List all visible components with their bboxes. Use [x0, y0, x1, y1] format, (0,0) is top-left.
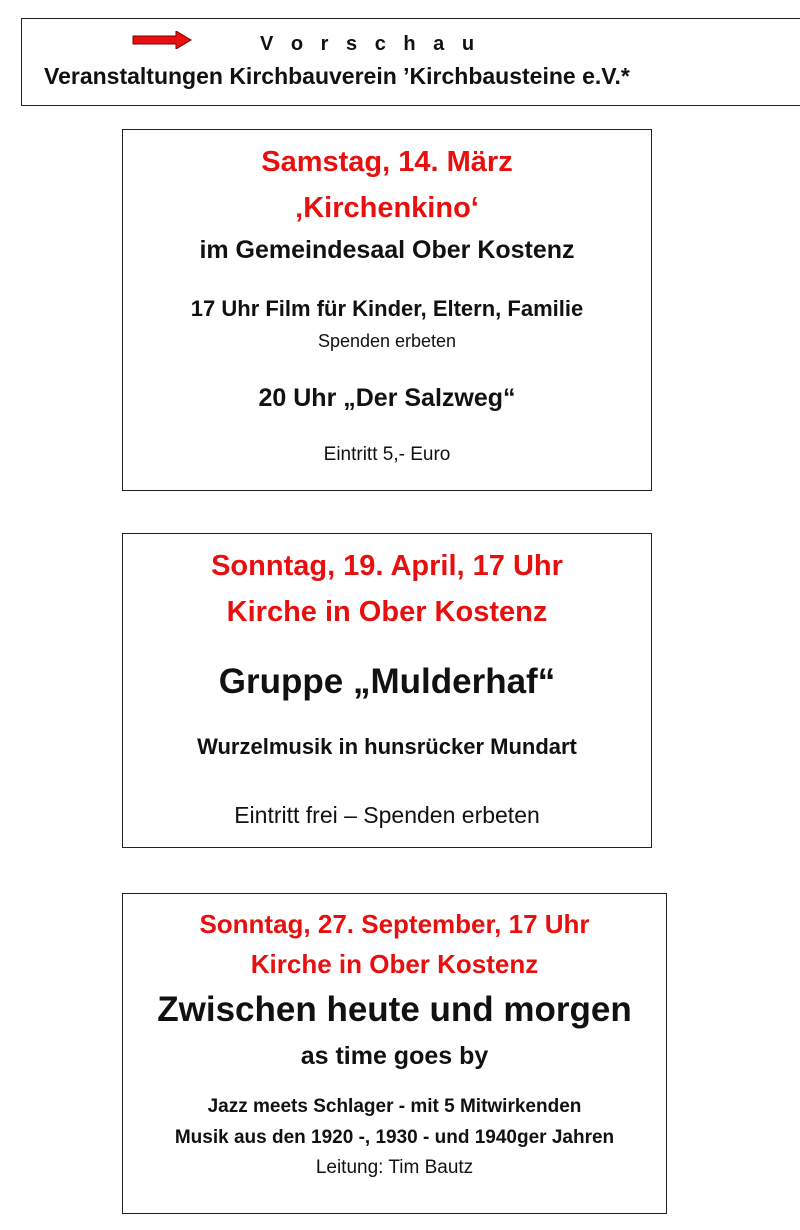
header-title: Veranstaltungen Kirchbauverein ’Kirchbausteine e.V.*: [44, 63, 630, 89]
event-card-zwischen-heute-und-morgen: [122, 893, 667, 1214]
header-box: [21, 18, 800, 106]
event-date: Sonntag, 19. April, 17 Uhr: [211, 550, 563, 582]
event-location: im Gemeindesaal Ober Kostenz: [199, 236, 575, 264]
event-card-kirchenkino: [122, 129, 652, 491]
event-subtitle: Wurzelmusik in hunsrücker Mundart: [197, 734, 577, 759]
event-title: ‚Kirchenkino‘: [295, 192, 479, 224]
event-location: Kirche in Ober Kostenz: [226, 596, 548, 628]
right-arrow-icon: [132, 31, 192, 49]
event-title: Zwischen heute und morgen: [157, 990, 632, 1029]
event-subtitle: as time goes by: [300, 1042, 489, 1070]
event-title: Gruppe „Mulderhaf“: [218, 662, 556, 701]
header-kicker: V o r s c h a u: [260, 33, 481, 55]
event-date: Sonntag, 27. September, 17 Uhr: [199, 909, 590, 939]
event-lead: Leitung: Tim Bautz: [315, 1157, 474, 1178]
event-card-mulderhaf: [122, 533, 652, 848]
event-show-2: 20 Uhr „Der Salzweg“: [258, 384, 516, 412]
event-admission: Eintritt 5,- Euro: [323, 444, 451, 465]
event-detail-1: Jazz meets Schlager - mit 5 Mitwirkenden: [207, 1096, 582, 1117]
event-detail-2: Musik aus den 1920 -, 1930 - und 1940ger Jahren: [174, 1127, 615, 1148]
event-admission: Eintritt frei – Spenden erbeten: [234, 802, 540, 828]
event-date: Samstag, 14. März: [261, 146, 513, 178]
event-location: Kirche in Ober Kostenz: [250, 949, 539, 979]
event-show-1: 17 Uhr Film für Kinder, Eltern, Familie: [190, 296, 584, 321]
event-show-1-note: Spenden erbeten: [317, 331, 457, 351]
